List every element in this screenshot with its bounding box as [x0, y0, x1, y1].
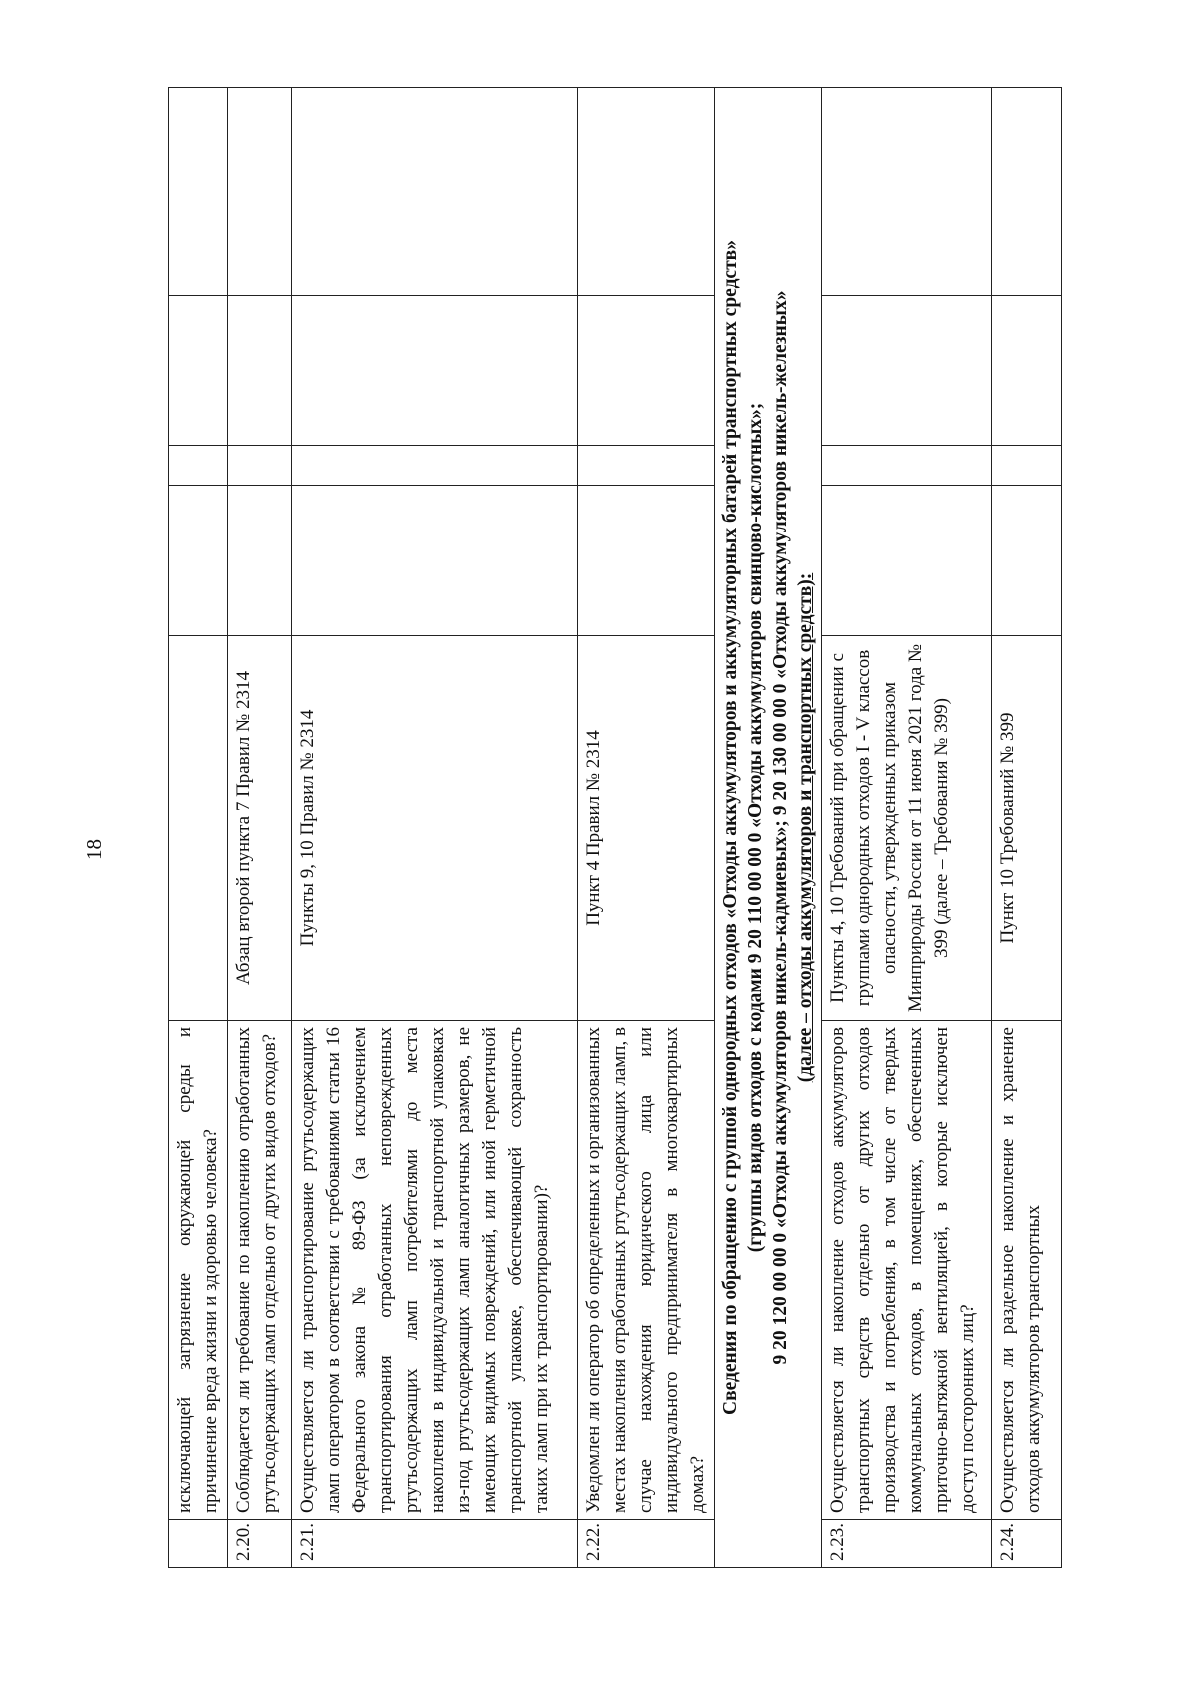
answer-cell — [822, 446, 992, 486]
section-title-line: (группы видов отходов с кодами 9 20 110 00 00 0 «Отходы аккумуляторов свинцово-кислотных»; — [745, 402, 766, 1253]
answer-cell — [992, 446, 1062, 486]
answer-cell — [292, 486, 578, 636]
legal-reference: Пункты 4, 10 Требований при обращении с группами однородных отходов I - V классов опасности, утвержденных приказом Минприроды России от 11 июня 2021 года № 399 (далее – Требования № 399) — [822, 636, 992, 1021]
answer-cell — [228, 486, 292, 636]
page-number: 18 — [82, 839, 106, 860]
answer-cell — [822, 296, 992, 446]
table-row — [169, 88, 228, 1568]
legal-reference — [169, 636, 228, 1021]
answer-cell — [169, 486, 228, 636]
answer-cell — [169, 446, 228, 486]
table-row — [578, 88, 715, 1568]
answer-cell — [169, 296, 228, 446]
question-text: Осуществляется ли накопление отходов аккумуляторов транспортных средств отдельно от других отходов производства и потребления, в том числе от твердых коммунальных отходов, в помещениях, обеспеченных приточно-вытяжной вентиляцией, в которые исключен доступ посторонних лиц? — [822, 1021, 992, 1520]
question-text: Осуществляется ли транспортирование ртутьсодержащих ламп оператором в соответствии с требованиями статьи 16 Федерального закона № 89-ФЗ (за исключением транспортирования отработанных неповрежденных ртутьсодержащих ламп потребителями до места накопления в индивидуальной и транспортной упаковках из-под ртутьсодержащих ламп аналогичных размеров, не имеющих видимых повреждений, или иной герметичной транспортной упаковке, обеспечивающей сохранность таких ламп при их транспортировании)? — [292, 1021, 578, 1520]
answer-cell — [292, 446, 578, 486]
legal-reference: Пункт 4 Правил № 2314 — [578, 636, 715, 1021]
table-row — [822, 88, 992, 1568]
legal-reference: Пункт 10 Требований № 399 — [992, 636, 1062, 1021]
section-title-line: Сведения по обращению с группой однородных отходов «Отходы аккумуляторов и аккумуляторных батарей транспортных средств» — [720, 240, 741, 1415]
row-number: 2.21. — [292, 1520, 578, 1568]
note-cell — [228, 88, 292, 296]
question-text: Соблюдается ли требование по накоплению отработанных ртутьсодержащих ламп отдельно от других видов отходов? — [228, 1021, 292, 1520]
row-number: 2.23. — [822, 1520, 992, 1568]
answer-cell — [292, 296, 578, 446]
question-text: Осуществляется ли раздельное накопление и хранение отходов аккумуляторов транспортных — [992, 1021, 1062, 1520]
row-number — [169, 1520, 228, 1568]
answer-cell — [822, 486, 992, 636]
question-text: Уведомлен ли оператор об определенных и организованных местах накопления отработанных ртутьсодержащих ламп, в случае нахождения юридического лица или индивидуального предпринимателя в многоквартирных домах? — [578, 1021, 715, 1520]
section-header — [715, 88, 822, 1568]
section-title-line: (далее – отходы аккумуляторов и транспортных средств): — [795, 572, 816, 1083]
note-cell — [169, 88, 228, 296]
section-header-row — [715, 88, 822, 1568]
answer-cell — [578, 486, 715, 636]
question-text: исключающей загрязнение окружающей среды и причинение вреда жизни и здоровью человека? — [169, 1021, 228, 1520]
note-cell — [992, 88, 1062, 296]
table-row — [292, 88, 578, 1568]
table-row — [228, 88, 292, 1568]
answer-cell — [992, 486, 1062, 636]
row-number: 2.20. — [228, 1520, 292, 1568]
row-number: 2.24. — [992, 1520, 1062, 1568]
answer-cell — [228, 296, 292, 446]
row-number: 2.22. — [578, 1520, 715, 1568]
note-cell — [292, 88, 578, 296]
legal-reference: Пункты 9, 10 Правил № 2314 — [292, 636, 578, 1021]
answer-cell — [578, 446, 715, 486]
section-title-line: 9 20 120 00 00 0 «Отходы аккумуляторов никель-кадмиевых»; 9 20 130 00 00 0 «Отходы аккумуляторов никель-железных» — [770, 290, 791, 1365]
note-cell — [578, 88, 715, 296]
answer-cell — [992, 296, 1062, 446]
answer-cell — [578, 296, 715, 446]
checklist-table — [168, 87, 1062, 1568]
note-cell — [822, 88, 992, 296]
legal-reference: Абзац второй пункта 7 Правил № 2314 — [228, 636, 292, 1021]
answer-cell — [228, 446, 292, 486]
rotated-table-page — [168, 88, 1073, 1568]
table-row — [992, 88, 1062, 1568]
